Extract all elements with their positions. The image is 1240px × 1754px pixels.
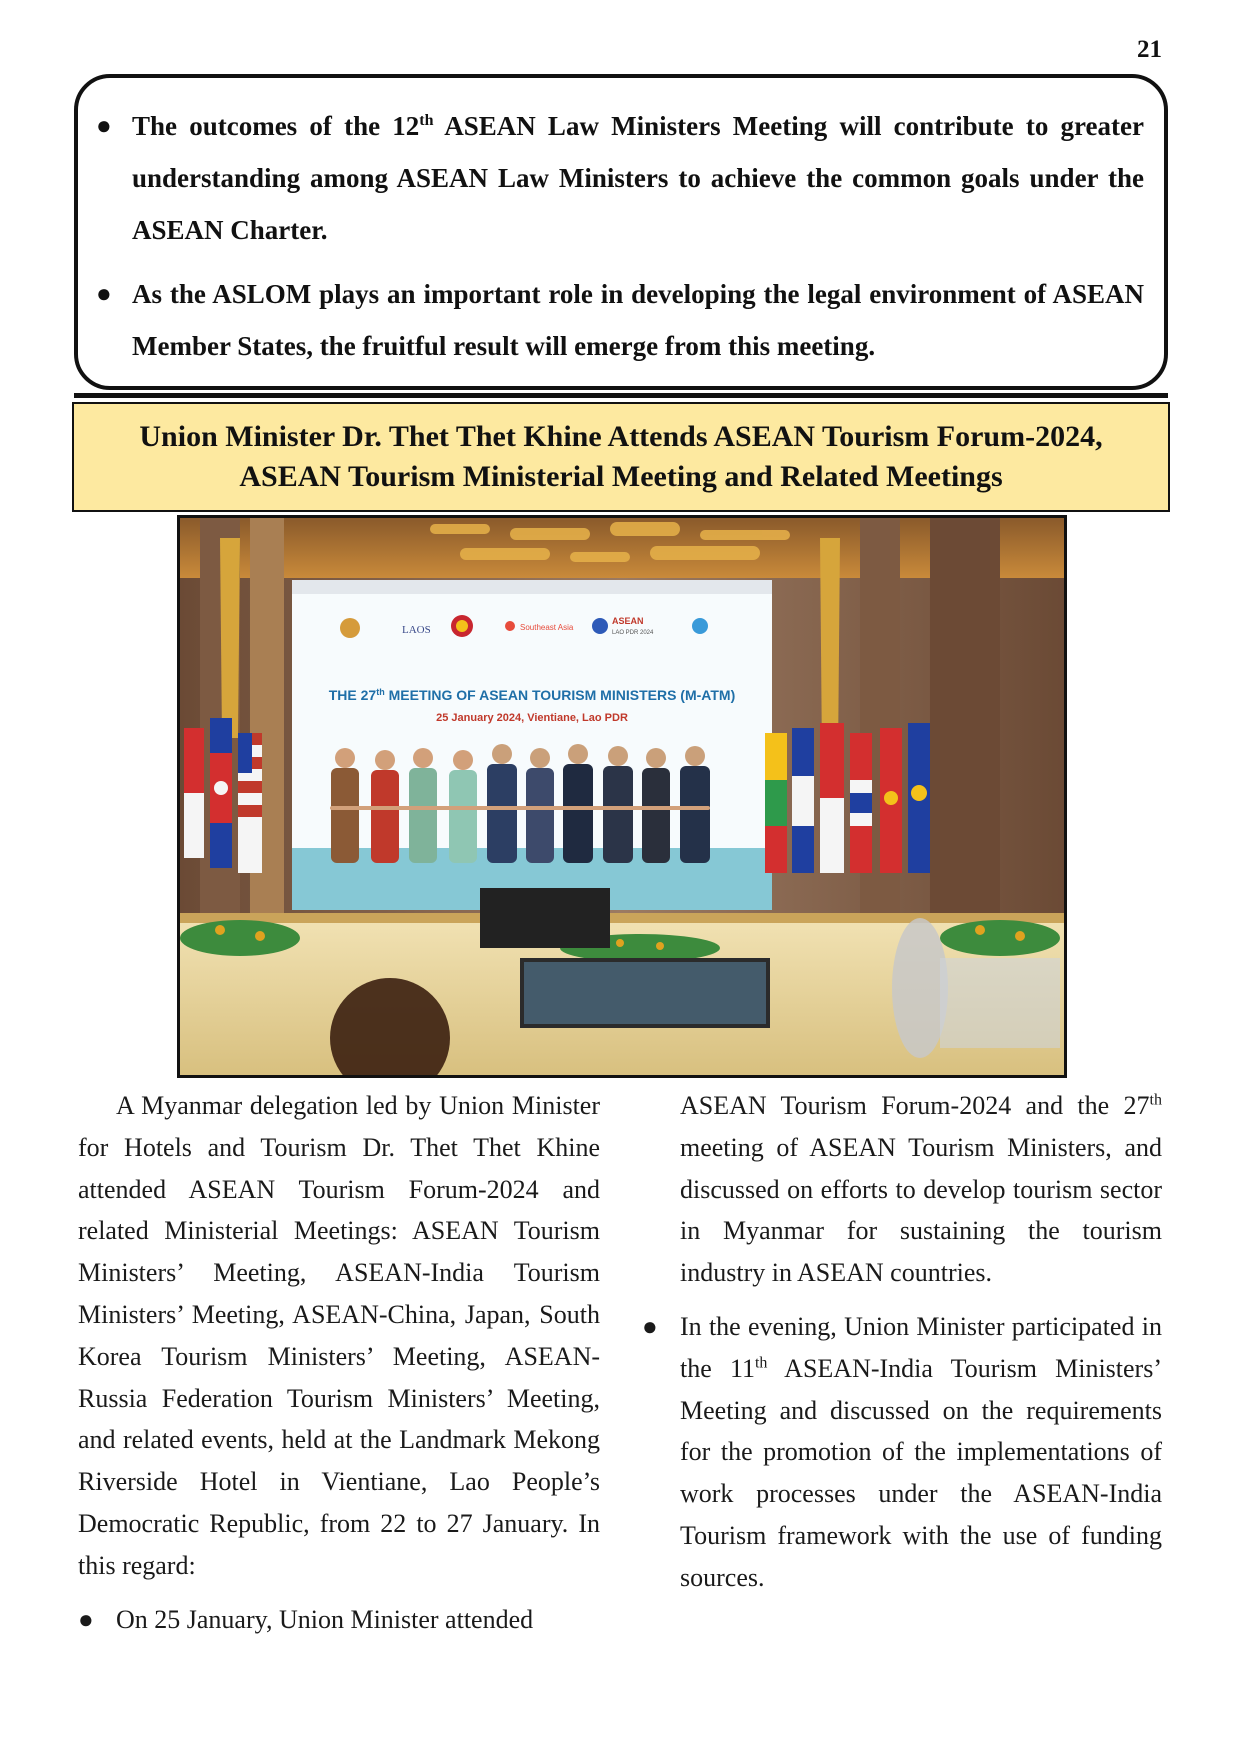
article-headline <box>72 402 1170 512</box>
bullet-1-start: On 25 January, Union Minister attended <box>116 1604 534 1634</box>
outcome-item <box>96 100 1144 256</box>
outcomes-box <box>74 74 1168 390</box>
article-bullet-list <box>78 1599 600 1641</box>
outcome-text: As the ASLOM plays an important role in developing the legal environment of ASEAN Member States, the fruitful result will emerge from this meeting. <box>132 279 1144 361</box>
bullet-icon: ● <box>96 111 112 140</box>
article-intro: A Myanmar delegation led by Union Minister for Hotels and Tourism Dr. Thet Thet Khine attended ASEAN Tourism Forum-2024 and related Ministerial Meetings: ASEAN Tourism Ministers’ Meeting, ASEAN-India Tourism Ministers’ Meeting, ASEAN-China, Japan, South Korea Tourism Ministers’ Meeting, ASEAN-Russia Federation Tourism Ministers’ Meeting, and related events, held at the Landmark Mekong Riverside Hotel in Vientiane, Lao People’s Democratic Republic, from 22 to 27 January. In this regard: <box>78 1091 600 1580</box>
bullet-1-continuation: ASEAN Tourism Forum-2024 and the 27th meeting of ASEAN Tourism Ministers, and discussed on efforts to develop tourism sector in Myanmar for sustaining the tourism industry in ASEAN countries. <box>680 1091 1162 1288</box>
article-column-right <box>642 1085 1162 1599</box>
southeast-asia-logo: Southeast Asia <box>520 623 574 632</box>
meeting-photo-illustration <box>180 518 1064 1075</box>
headline-line-2: ASEAN Tourism Ministerial Meeting and Related Meetings <box>239 460 1003 493</box>
asean-lao-logo: ASEAN <box>612 616 644 626</box>
bullet-icon: ● <box>642 1311 658 1341</box>
article-bullet-item: ● In the evening, Union Minister participated in the 11th ASEAN-India Tourism Ministers’ Meeting and discussed on the requirements for the promotion of the implementations of work processes under the ASEAN-India Tourism framework with the use of funding sources. <box>642 1306 1162 1599</box>
bullet-icon: ● <box>96 279 112 308</box>
article-bullet-list <box>642 1306 1162 1599</box>
outcome-item <box>96 268 1144 372</box>
headline-line-1: Union Minister Dr. Thet Thet Khine Attends ASEAN Tourism Forum-2024, <box>139 420 1103 453</box>
section-divider <box>74 393 1168 398</box>
banner-title: THE 27th MEETING OF ASEAN TOURISM MINISTERS (M-ATM) <box>328 687 736 703</box>
meeting-photo <box>177 515 1067 1078</box>
outcome-text-before: The outcomes of the 12 <box>132 111 420 141</box>
banner-subtitle: 25 January 2024, Vientiane, Lao PDR <box>436 712 628 724</box>
ordinal-suffix: th <box>419 112 434 129</box>
laos-logo: LAOS <box>402 624 431 636</box>
outcome-text-after: ASEAN Law Ministers Meeting will contribute to greater understanding among ASEAN Law Ministers to achieve the common goals under the ASEAN Charter. <box>132 111 1144 245</box>
outcomes-list <box>96 100 1144 372</box>
article-bullet-item <box>78 1599 600 1641</box>
page-number: 21 <box>1137 36 1162 63</box>
bullet-icon: ● <box>78 1604 94 1634</box>
article-column-left <box>78 1085 600 1640</box>
asean-lao-subtitle: LAO PDR 2024 <box>612 630 654 636</box>
